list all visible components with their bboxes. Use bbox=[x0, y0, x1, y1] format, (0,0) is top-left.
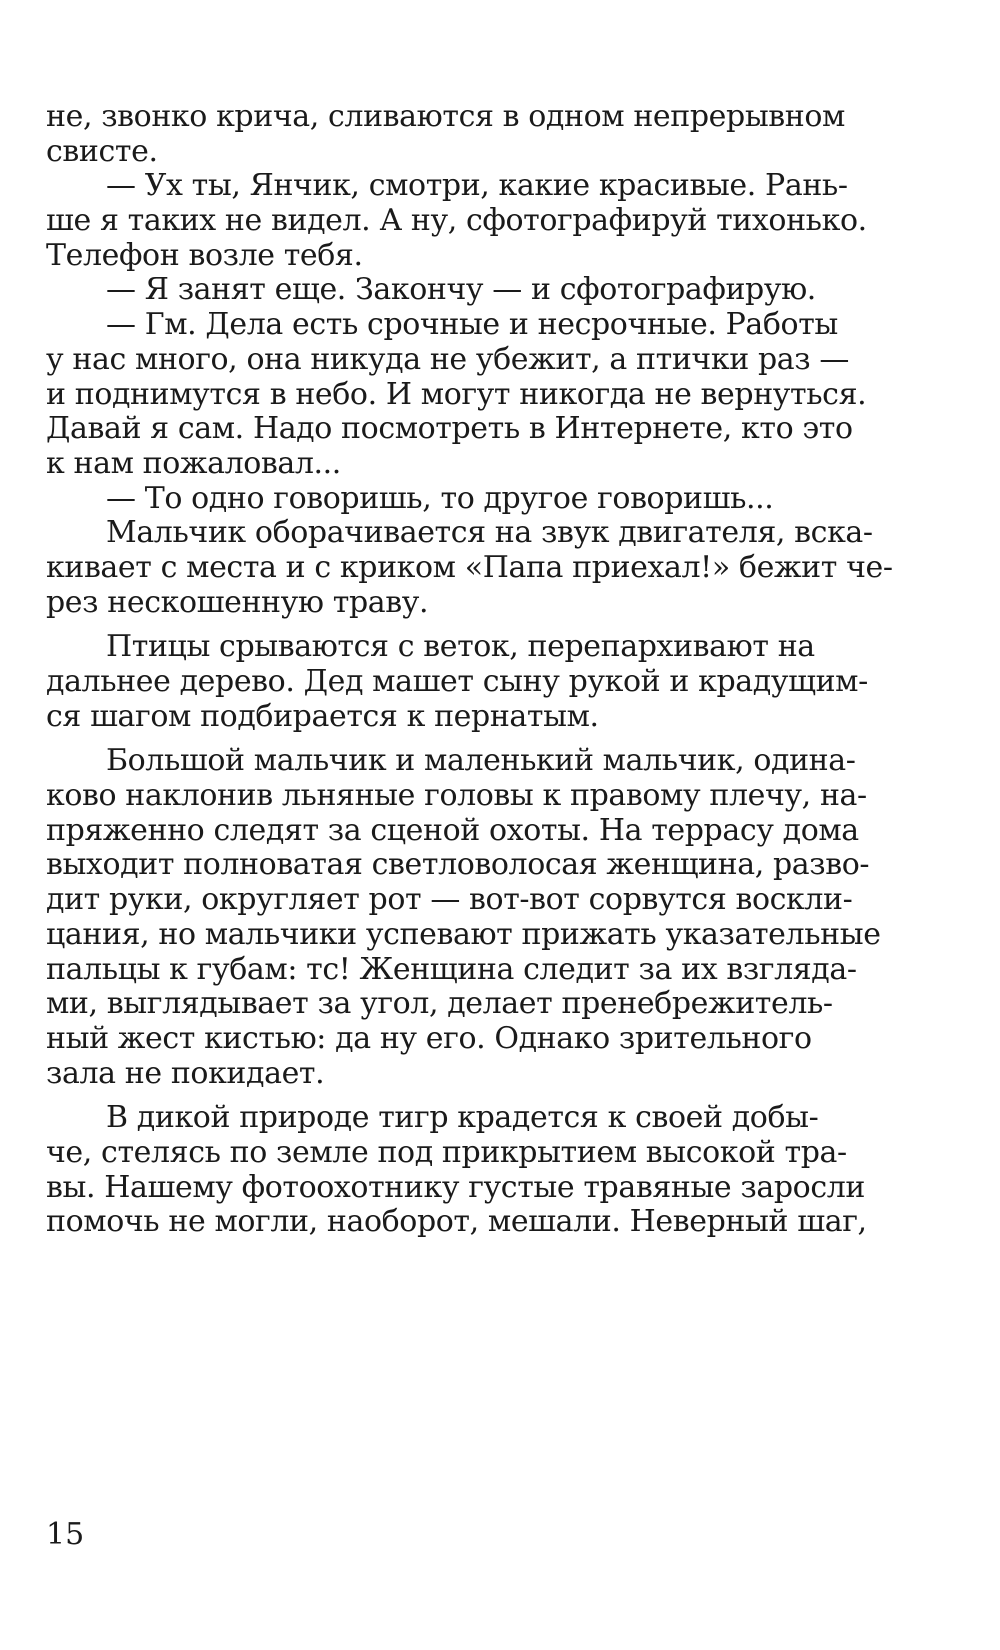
text-line: дит руки, округляет рот — вот-вот сорвутся воскли- bbox=[46, 882, 853, 918]
text-line: ный жест кистью: да ну его. Однако зрительного bbox=[46, 1020, 812, 1056]
text-line: Птицы срываются с веток, перепархивают на bbox=[106, 629, 815, 665]
text-line: ся шагом подбирается к пернатым. bbox=[46, 698, 599, 734]
text-line: ше я таких не видел. А ну, сфотографируй тихонько. bbox=[46, 203, 867, 239]
page-number: 15 bbox=[46, 1517, 85, 1552]
text-line: зала не покидает. bbox=[46, 1055, 325, 1091]
text-line: дальнее дерево. Дед машет сыну рукой и крадущим- bbox=[46, 664, 868, 699]
text-line: — То одно говоришь, то другое говоришь... bbox=[106, 480, 774, 516]
text-line: у нас много, она никуда не убежит, а птички раз — bbox=[46, 341, 849, 377]
text-line: пряженно следят за сценой охоты. На террасу дома bbox=[46, 812, 859, 848]
text-line: цания, но мальчики успевают прижать указательные bbox=[46, 916, 881, 952]
text-line: Телефон возле тебя. bbox=[46, 237, 363, 273]
text-line: к нам пожаловал... bbox=[46, 445, 341, 481]
text-line: — Я занят еще. Закончу — и сфотографирую. bbox=[106, 272, 816, 308]
text-line: Давай я сам. Надо посмотреть в Интернете, кто это bbox=[46, 411, 853, 447]
text-line: не, звонко крича, сливаются в одном непрерывном bbox=[46, 99, 845, 134]
text-line: — Ух ты, Янчик, смотри, какие красивые. Рань- bbox=[106, 168, 848, 204]
text-line: Большой мальчик и маленький мальчик, одина- bbox=[106, 743, 856, 779]
text-line: Мальчик оборачивается на звук двигателя, вска- bbox=[106, 515, 873, 551]
text-line: — Гм. Дела есть срочные и несрочные. Работы bbox=[106, 307, 838, 343]
text-line: вы. Нашему фотоохотнику густые травяные заросли bbox=[46, 1169, 865, 1205]
text-line: свисте. bbox=[46, 133, 158, 169]
text-line: кивает с места и с криком «Папа приехал!» бежит че- bbox=[46, 549, 893, 585]
text-line: рез нескошенную траву. bbox=[46, 584, 429, 620]
text-line: че, стелясь по земле под прикрытием высокой тра- bbox=[46, 1134, 847, 1170]
text-line: пальцы к губам: тс! Женщина следит за их взгляда- bbox=[46, 951, 857, 987]
body-text bbox=[46, 99, 893, 1240]
text-line: В дикой природе тигр крадется к своей добы- bbox=[106, 1100, 819, 1136]
text-line: ми, выглядывает за угол, делает пренебрежитель- bbox=[46, 986, 833, 1022]
text-line: ково наклонив льняные головы к правому плечу, на- bbox=[46, 778, 867, 814]
text-line: помочь не могли, наоборот, мешали. Неверный шаг, bbox=[46, 1204, 867, 1240]
text-line: выходит полноватая светловолосая женщина, разво- bbox=[46, 847, 870, 883]
text-line: и поднимутся в небо. И могут никогда не вернуться. bbox=[46, 376, 867, 412]
